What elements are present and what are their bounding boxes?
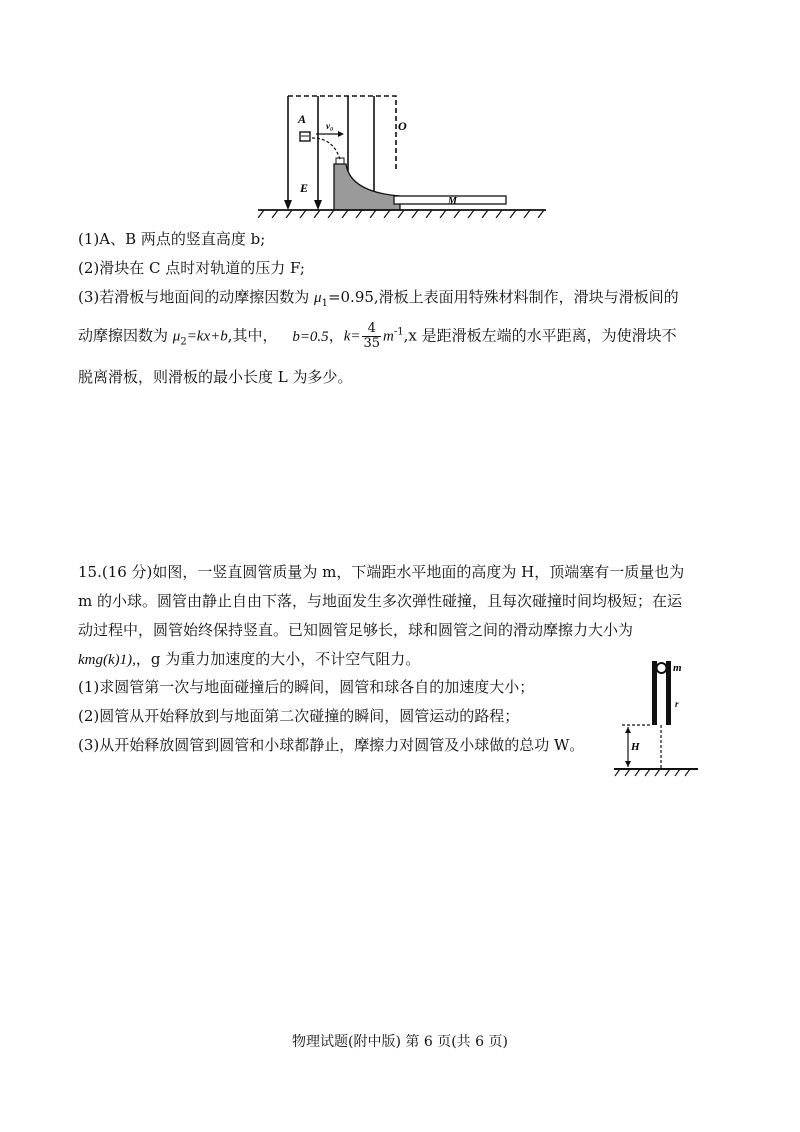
field-arrow-2 [314,200,322,210]
q15-line3: 动过程中，圆管始终保持竖直。已知圆管足够长，球和圆管之间的滑动摩擦力大小为 [78,621,634,639]
label-r: r [675,699,679,709]
ball [657,663,667,673]
label-h: H [631,741,640,753]
q15-part2: (2)圆管从开始释放到与地面第二次碰撞的瞬间，圆管运动的路程； [78,707,520,725]
q14-part1: (1)A、B 两点的竖直高度 b; [78,230,266,248]
label-m: M [448,196,457,207]
label-o: O [398,119,407,133]
ground-hatch-2 [615,769,690,776]
label-a: A [298,112,307,126]
label-m-tube: m [673,662,682,674]
page-footer: 物理试题(附中版) 第 6 页(共 6 页) [292,1034,508,1050]
k-fraction: $\frac{4}{35}$ [363,321,381,351]
q15-line1: 15.(16 分)如图，一竖直圆管质量为 m，下端距水平地面的高度为 H，顶端塞有一质量也为 [78,563,685,581]
q15-line2: m 的小球。圆管由静止自由下落，与地面发生多次弹性碰撞，且每次碰撞时间均极短；在运 [78,592,682,610]
q15-part3: (3)从开始释放圆管到圆管和小球都静止，摩擦力对圆管及小球做的总功 W。 [78,736,585,754]
q14-part3-line3: 脱离滑板，则滑板的最小长度 L 为多少。 [78,368,353,386]
diagram-track-field [250,88,550,218]
ground-hatch [258,210,544,218]
q14-part2: (2)滑块在 C 点时对轨道的压力 F; [78,259,305,277]
q14-part3-line1: (3)若滑板与地面间的动摩擦因数为 $\mu_1=0.95$,滑板上表面用特殊材料制作，滑块与滑板间的 [78,288,679,309]
q14-part3-line2: 动摩擦因数为 $\mu_2=kx+b$,其中， b=0.5，k= $\frac{4}{35}$ $m^{-1},x$ 是距滑板左端的水平距离，为使滑块不 [78,321,677,351]
diagram-tube [600,655,710,780]
field-arrow-1 [284,200,292,210]
label-e: E [300,181,309,195]
label-v0: v₀ [326,121,334,131]
q15-line4: kmg(k)1),，g 为重力加速度的大小，不计空气阻力。 [78,650,421,668]
trajectory [312,138,340,160]
q15-part1: (1)求圆管第一次与地面碰撞后的瞬间，圆管和球各自的加速度大小； [78,678,535,696]
curved-track [334,164,400,210]
